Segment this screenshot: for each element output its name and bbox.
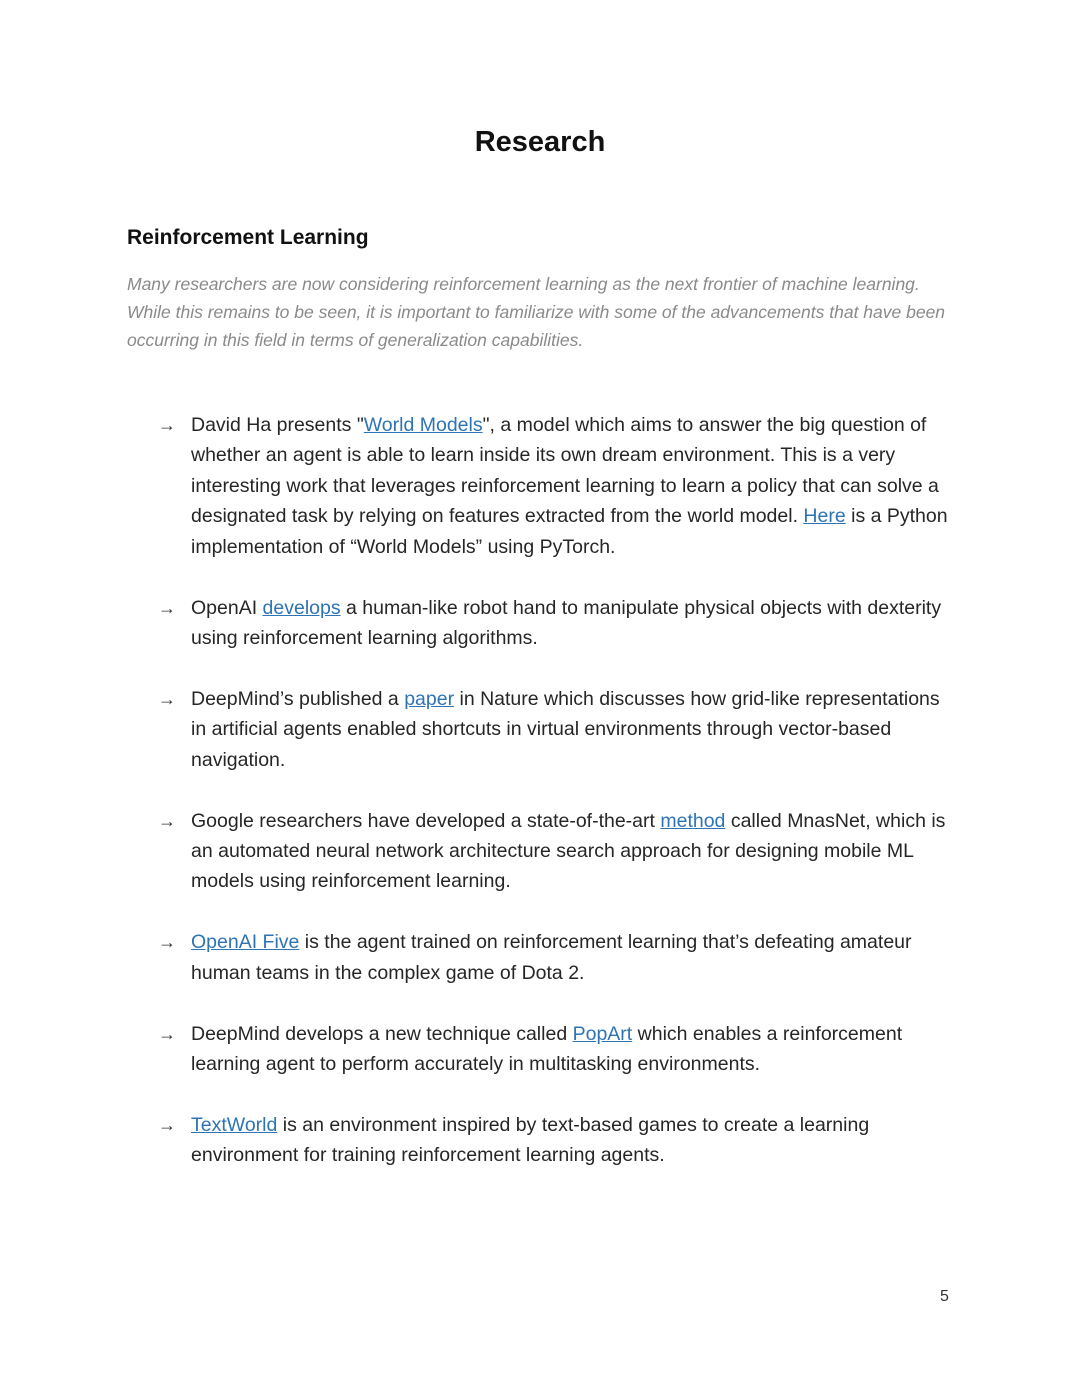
list-item (158, 1019, 958, 1080)
list-item (158, 684, 958, 775)
item-text: Google researchers have developed a state-of-the-art (191, 809, 661, 832)
arrow-right-icon: → (158, 1023, 176, 1044)
list-item (158, 1110, 958, 1171)
item-text: David Ha presents " (191, 414, 364, 436)
arrow-right-icon: → (158, 597, 176, 618)
item-text: is an environment inspired by text-based games to create a learning environment for training reinforcement learning agents. (191, 1113, 870, 1167)
item-text: which enables a reinforcement learning agent to perform accurately in multitasking environments. (191, 1022, 903, 1075)
link-paper[interactable]: paper (404, 687, 455, 710)
section-intro: Many researchers are now considering reinforcement learning as the next frontier of machine learning. While this remains to be seen, it is important to familiarize with some of the advancements that have been occurring in this field in terms of generalization capabilities. (127, 274, 946, 350)
link-textworld[interactable]: TextWorld (191, 1113, 278, 1136)
item-text: ", a model which aims to answer the big question of whether an agent is able to learn inside its own dream environment. This is a very interesting work that leverages reinforcement learning to learn a policy that can solve a designated task by relying on features extracted from the world model. (191, 414, 939, 528)
item-text: is a Python implementation of “World Models” using PyTorch. (191, 505, 948, 558)
page-number: 5 (940, 1288, 949, 1305)
section-heading: Reinforcement Learning (127, 226, 369, 249)
link-popart[interactable]: PopArt (572, 1022, 633, 1045)
arrow-right-icon: → (158, 932, 176, 953)
item-text: a human-like robot hand to manipulate physical objects with dexterity using reinforcement learning algorithms. (191, 596, 942, 649)
research-list (158, 410, 958, 1201)
link-here[interactable]: Here (803, 505, 846, 528)
link-world-models[interactable]: World Models (363, 414, 483, 436)
item-text: DeepMind’s published a (191, 687, 405, 710)
arrow-right-icon: → (158, 810, 176, 831)
arrow-right-icon: → (158, 1114, 176, 1135)
item-text: in Nature which discusses how grid-like representations in artificial agents enabled shortcuts in virtual environments through vector-based navigation. (191, 687, 940, 771)
list-item (158, 806, 958, 897)
arrow-right-icon: → (158, 415, 176, 435)
item-text: called MnasNet, which is an automated neural network architecture search approach for designing mobile ML models using reinforcement learning. (191, 809, 946, 893)
link-openai-five[interactable]: OpenAI Five (191, 931, 300, 954)
link-method[interactable]: method (660, 809, 726, 832)
list-item (158, 927, 958, 988)
link-develops[interactable]: develops (262, 596, 341, 619)
arrow-right-icon: → (158, 688, 176, 709)
page-title: Research (474, 126, 606, 158)
list-item (158, 593, 958, 654)
list-item (158, 410, 958, 562)
item-text: DeepMind develops a new technique called (191, 1022, 573, 1045)
item-text: OpenAI (191, 596, 263, 619)
item-text: is the agent trained on reinforcement learning that’s defeating amateur human teams in the complex game of Dota 2. (191, 931, 912, 984)
